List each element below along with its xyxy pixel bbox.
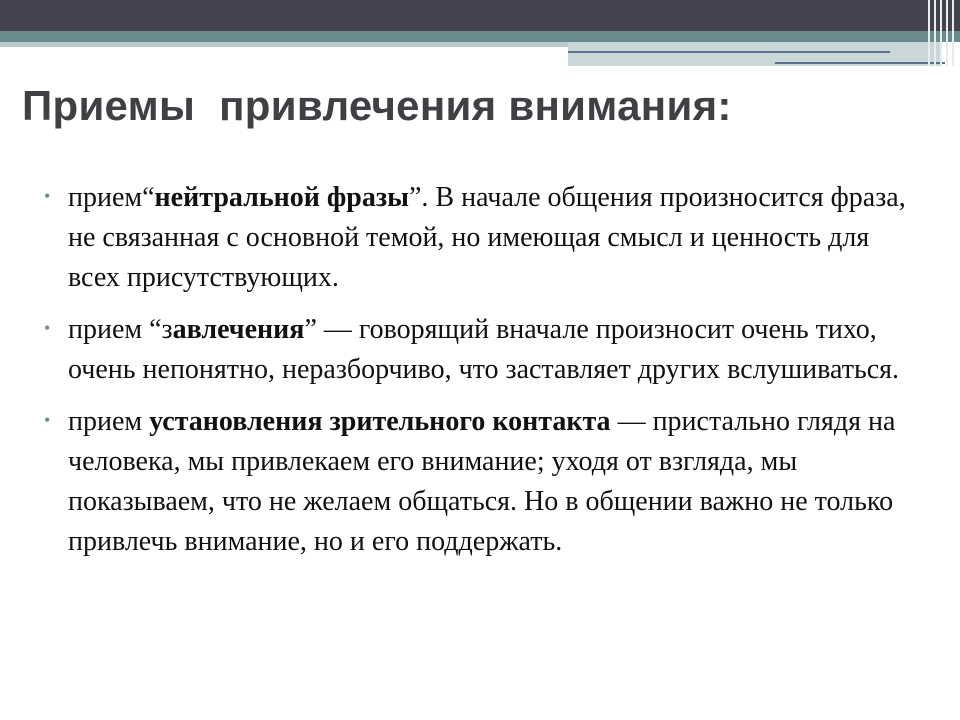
- bullet-text-bold: установления зрительного контакта: [149, 406, 611, 437]
- bullet-text-before: прием “з: [68, 314, 173, 345]
- header-line-upper: [568, 51, 890, 53]
- bullet-item-neutral-phrase: [42, 178, 922, 298]
- header-band-light: [0, 42, 568, 47]
- bullet-marker-icon: •: [44, 410, 51, 430]
- bullet-marker-icon: •: [44, 318, 51, 338]
- bullet-marker-icon: •: [44, 186, 51, 206]
- bullet-list: [42, 178, 922, 574]
- bullet-item-eye-contact: [42, 402, 922, 562]
- header-band-teal: [0, 31, 960, 42]
- bullet-item-attraction: [42, 310, 922, 390]
- slide-title: Приемы привлечения внимания:: [22, 82, 732, 129]
- bullet-text-after: — пристально глядя на человека, мы привлекаем его внимание; уходя от взгляда, мы показываем, что не желаем общаться. Но в общении важно не только привлечь внимание, но и его поддержать.: [68, 406, 896, 557]
- header-vertical-stripes: [924, 0, 960, 66]
- bullet-text-bold: авлечения: [172, 314, 305, 345]
- header-band-dark: [0, 0, 960, 31]
- bullet-text-after: ”. В начале общения произносится фраза, не связанная с основной темой, но имеющая смысл и ценность для всех присутствующих.: [68, 182, 906, 293]
- header-line-lower: [775, 62, 945, 64]
- bullet-text-bold: нейтральной фразы: [154, 182, 409, 213]
- bullet-text-after: ” — говорящий вначале произносит очень тихо, очень непонятно, неразборчиво, что заставляет других вслушиваться.: [68, 314, 900, 385]
- bullet-text-before: прием: [68, 406, 150, 437]
- bullet-text-before: прием“: [68, 182, 155, 213]
